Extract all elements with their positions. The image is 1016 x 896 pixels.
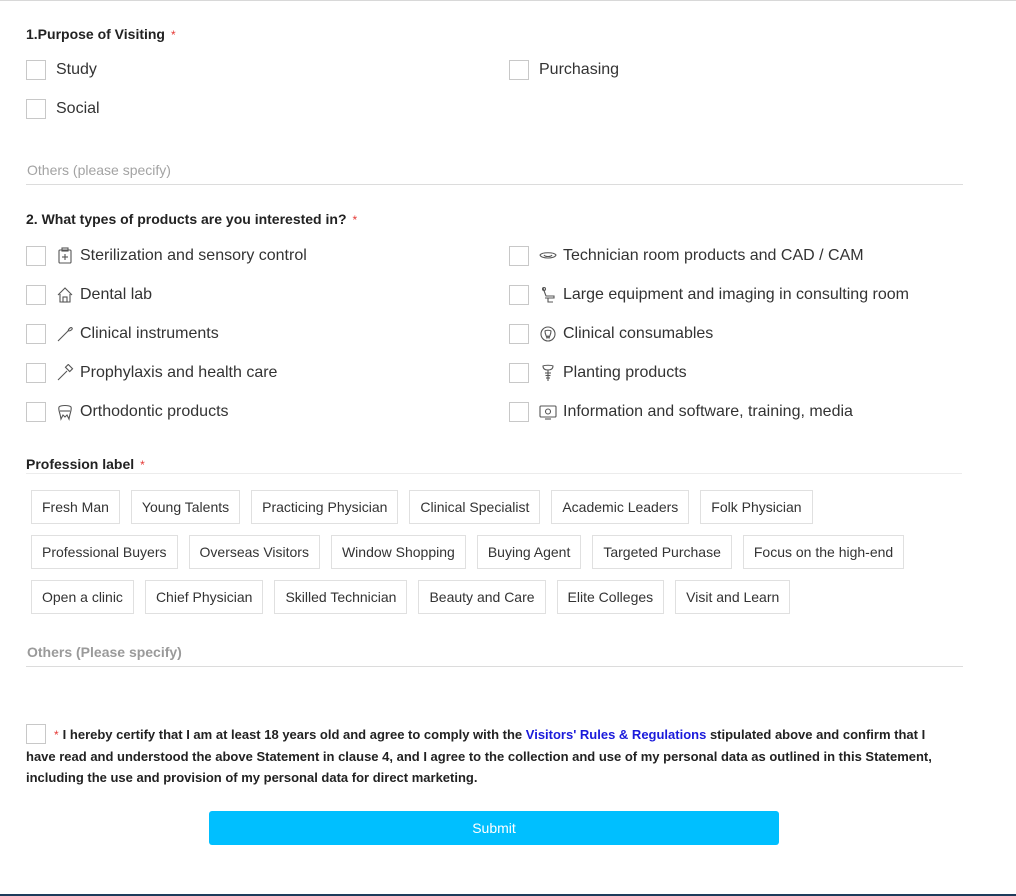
profession-tag[interactable]: Young Talents bbox=[131, 490, 240, 524]
submit-button[interactable]: Submit bbox=[209, 811, 779, 845]
product-option-large-equipment[interactable] bbox=[509, 284, 909, 306]
profession-tag[interactable]: Clinical Specialist bbox=[409, 490, 540, 524]
profession-tag[interactable]: Targeted Purchase bbox=[592, 535, 732, 569]
checkbox[interactable] bbox=[26, 285, 46, 305]
option-label: Technician room products and CAD / CAM bbox=[563, 247, 864, 264]
tooth-crown-icon bbox=[539, 247, 557, 265]
checkbox[interactable] bbox=[26, 324, 46, 344]
profession-tag[interactable]: Academic Leaders bbox=[551, 490, 689, 524]
checkbox[interactable] bbox=[509, 60, 529, 80]
option-study[interactable] bbox=[26, 59, 97, 81]
required-marker: * bbox=[352, 213, 358, 227]
profession-tag[interactable]: Chief Physician bbox=[145, 580, 264, 614]
house-icon bbox=[56, 286, 74, 304]
profession-tag[interactable]: Buying Agent bbox=[477, 535, 582, 569]
option-label: Study bbox=[56, 61, 97, 78]
question-2-label: 2. What types of products are you interested in? bbox=[26, 211, 347, 227]
checkbox[interactable] bbox=[26, 246, 46, 266]
profession-tag[interactable]: Professional Buyers bbox=[31, 535, 178, 569]
purpose-other-input[interactable] bbox=[26, 156, 963, 185]
checkbox[interactable] bbox=[26, 60, 46, 80]
profession-tag[interactable]: Practicing Physician bbox=[251, 490, 398, 524]
profession-tag[interactable]: Elite Colleges bbox=[557, 580, 665, 614]
option-label: Planting products bbox=[563, 364, 687, 381]
profession-tag[interactable]: Overseas Visitors bbox=[189, 535, 320, 569]
question-2-title bbox=[26, 211, 357, 227]
checkbox[interactable] bbox=[509, 363, 529, 383]
option-label: Large equipment and imaging in consulting room bbox=[563, 286, 909, 303]
option-label: Clinical instruments bbox=[80, 325, 219, 342]
profession-tag[interactable]: Fresh Man bbox=[31, 490, 120, 524]
question-1-title bbox=[26, 26, 176, 42]
product-option-orthodontic[interactable] bbox=[26, 401, 229, 423]
option-purchasing[interactable] bbox=[509, 59, 619, 81]
profession-title bbox=[26, 456, 145, 472]
profession-tag-row-3 bbox=[31, 580, 790, 614]
checkbox[interactable] bbox=[509, 285, 529, 305]
profession-tag-row-2 bbox=[31, 535, 904, 569]
required-marker: * bbox=[171, 28, 176, 42]
product-option-sterilization[interactable] bbox=[26, 245, 307, 267]
certify-text-before: I hereby certify that I am at least 18 years old and agree to comply with the bbox=[62, 727, 526, 742]
rules-link[interactable]: Visitors' Rules & Regulations bbox=[525, 727, 707, 742]
profession-tag[interactable]: Focus on the high-end bbox=[743, 535, 904, 569]
option-social[interactable] bbox=[26, 98, 100, 120]
option-label: Sterilization and sensory control bbox=[80, 247, 307, 264]
profession-tag[interactable]: Folk Physician bbox=[700, 490, 812, 524]
option-label: Prophylaxis and health care bbox=[80, 364, 278, 381]
sterilization-icon bbox=[56, 247, 74, 265]
certify-text-after: stipulated above and confirm that I have read and understood the above Statement in clause 4, and I agree to the collection and use of my personal data as outlined in this Statement, including the use and provision of my personal data for direct marketing. bbox=[26, 727, 932, 785]
profession-divider bbox=[26, 473, 962, 474]
braces-icon bbox=[56, 403, 74, 421]
toothbrush-icon bbox=[56, 364, 74, 382]
product-option-clinical-instruments[interactable] bbox=[26, 323, 219, 345]
monitor-icon bbox=[539, 403, 557, 421]
top-divider bbox=[0, 0, 1016, 1]
consumables-icon bbox=[539, 325, 557, 343]
checkbox[interactable] bbox=[26, 99, 46, 119]
profession-label: Profession label bbox=[26, 456, 135, 472]
profession-tag[interactable]: Window Shopping bbox=[331, 535, 466, 569]
product-option-information[interactable] bbox=[509, 401, 853, 423]
checkbox[interactable] bbox=[509, 324, 529, 344]
profession-other-input[interactable] bbox=[26, 638, 963, 667]
profession-tag[interactable]: Beauty and Care bbox=[418, 580, 545, 614]
certify-statement bbox=[26, 724, 946, 788]
implant-icon bbox=[539, 364, 557, 382]
checkbox[interactable] bbox=[26, 402, 46, 422]
profession-tag[interactable]: Skilled Technician bbox=[274, 580, 407, 614]
option-label: Orthodontic products bbox=[80, 403, 229, 420]
certify-checkbox[interactable] bbox=[26, 724, 46, 744]
profession-tag[interactable]: Open a clinic bbox=[31, 580, 134, 614]
dental-chair-icon bbox=[539, 286, 557, 304]
instrument-icon bbox=[56, 325, 74, 343]
checkbox[interactable] bbox=[26, 363, 46, 383]
checkbox[interactable] bbox=[509, 402, 529, 422]
profession-tag[interactable]: Visit and Learn bbox=[675, 580, 790, 614]
option-label: Purchasing bbox=[539, 61, 620, 78]
option-label: Social bbox=[56, 100, 100, 117]
product-option-planting[interactable] bbox=[509, 362, 687, 384]
required-marker: * bbox=[54, 728, 59, 742]
option-label: Information and software, training, media bbox=[563, 403, 853, 420]
option-label: Clinical consumables bbox=[563, 325, 714, 342]
question-1-label: 1.Purpose of Visiting bbox=[26, 26, 165, 42]
profession-tag-row-1 bbox=[31, 490, 813, 524]
product-option-technician-room[interactable] bbox=[509, 245, 864, 267]
checkbox[interactable] bbox=[509, 246, 529, 266]
product-option-dental-lab[interactable] bbox=[26, 284, 152, 306]
product-option-prophylaxis[interactable] bbox=[26, 362, 277, 384]
required-marker: * bbox=[140, 458, 145, 472]
product-option-clinical-consumables[interactable] bbox=[509, 323, 713, 345]
option-label: Dental lab bbox=[80, 286, 153, 303]
